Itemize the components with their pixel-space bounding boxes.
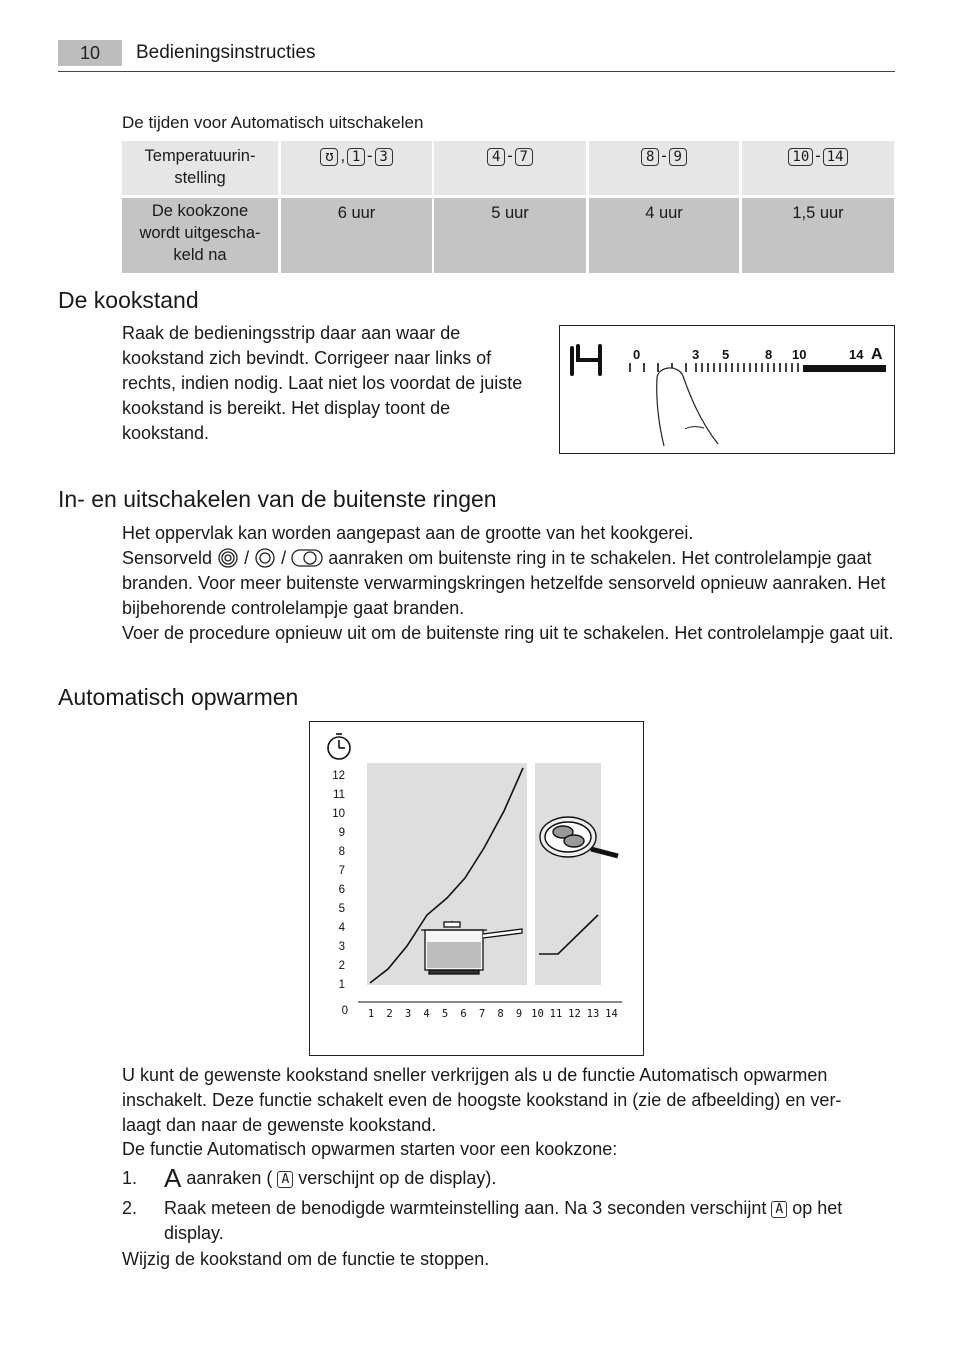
y-tick-label: 3 [338, 941, 345, 953]
scale-ticks [630, 363, 798, 372]
rings-line-2 [122, 546, 894, 621]
x-tick-label: 7 [478, 1008, 486, 1020]
double-ring-sensor-icon [254, 548, 276, 568]
x-tick-label: 9 [515, 1008, 523, 1020]
display-segment: 3 [375, 148, 393, 166]
display-segment: 1 [347, 148, 365, 166]
display-value: 14 [560, 326, 562, 327]
auto-heat-sensor-icon: A [164, 1163, 182, 1193]
triple-ring-sensor-icon [217, 548, 239, 568]
x-tick-label: 14 [605, 1008, 618, 1020]
display-segment: 14 [823, 148, 848, 166]
y-tick-label: 8 [338, 846, 345, 858]
display-segment: ʊ [320, 148, 338, 166]
scale-bar [803, 365, 886, 372]
step-text: aanraken ( [186, 1168, 273, 1188]
step-text: Raak meteen de benodigde warmteinstelling aan. Na 3 seconden verschijnt [164, 1198, 767, 1218]
table-row-label-off-time: De kookzone wordt uitgescha- keld na [122, 198, 278, 273]
x-tick-label: 13 [586, 1008, 600, 1020]
x-tick-label: 3 [404, 1008, 412, 1020]
scale-label: A [871, 346, 883, 363]
step-number: 1. [122, 1168, 138, 1188]
clock-icon [328, 734, 350, 759]
scale-label: 8 [765, 347, 773, 362]
separator: - [815, 147, 821, 165]
table-cell-time-3: 4 uur [589, 198, 739, 273]
display-indicator-a: A [771, 1201, 787, 1218]
display-segment: 8 [641, 148, 659, 166]
kookstand-paragraph: Raak de bedieningsstrip daar aan waar de kookstand zich bevindt. Corrigeer naar links of rechts, indien nodig. Laat niet los voordat de juiste kookstand is bereikt. Het display toont de kookstand. [122, 323, 523, 443]
rings-sensor-label: Sensorveld [122, 548, 213, 568]
y-tick-label: 4 [338, 922, 345, 934]
y-tick-label: 5 [338, 903, 345, 915]
table-cell-setting-1 [281, 141, 432, 195]
separator: , [340, 147, 346, 165]
x-tick-label: 6 [460, 1008, 467, 1020]
x-tick-label: 8 [497, 1008, 504, 1020]
table-caption: De tijden voor Automatisch uitschakelen [122, 113, 424, 132]
y-tick-label: 10 [332, 808, 345, 820]
section-heading-kookstand: De kookstand [58, 287, 199, 313]
running-header-title: Bedieningsinstructies [136, 42, 316, 63]
display-segment: 10 [788, 148, 813, 166]
table-cell-time-4: 1,5 uur [742, 198, 894, 273]
header-rule [58, 71, 895, 72]
separator: - [507, 147, 513, 165]
x-tick-label: 5 [441, 1008, 449, 1020]
separator: - [367, 147, 373, 165]
opwarmen-paragraph-2: De functie Automatisch opwarmen starten voor een kookzone: [122, 1139, 618, 1159]
opwarmen-figure [309, 721, 644, 1056]
separator: / [281, 548, 287, 568]
finger-icon [657, 368, 718, 446]
section-heading-opwarmen: Automatisch opwarmen [58, 684, 299, 710]
section-heading-rings: In- en uitschakelen van de buitenste ringen [58, 486, 497, 512]
step-number: 2. [122, 1198, 138, 1218]
frying-pan-icon [540, 817, 618, 857]
y-tick-label: 6 [338, 884, 345, 896]
x-tick-label: 2 [386, 1008, 393, 1020]
x-tick-label: 1 [367, 1008, 375, 1020]
display-indicator-a: A [277, 1171, 293, 1188]
oval-ring-sensor-icon [291, 548, 323, 568]
table-cell-setting-3 [589, 141, 739, 195]
text-line: laagt dan naar de gewenste kookstand. [122, 1115, 437, 1135]
step-text: op het display. [164, 1198, 843, 1243]
page-number: 10 [58, 40, 122, 66]
y-tick-label: 11 [333, 789, 345, 801]
table-row-label-setting: Temperatuurin- stelling [122, 141, 278, 195]
list-item [122, 1196, 894, 1246]
opwarmen-closing: Wijzig de kookstand om de functie te stoppen. [122, 1249, 490, 1269]
opwarmen-paragraph-1 [122, 1063, 894, 1138]
scale-label: 10 [792, 347, 807, 362]
text-line: inschakelt. Deze functie schakelt even de hoogste kookstand in (zie de afbeelding) en ver- [122, 1090, 842, 1110]
y-tick-label: 1 [338, 979, 345, 991]
display-digits [572, 346, 600, 374]
scale-label: 3 [692, 347, 700, 362]
text-line: U kunt de gewenste kookstand sneller verkrijgen als u de functie Automatisch opwarmen [122, 1065, 828, 1085]
display-segment: 7 [515, 148, 533, 166]
table-cell-setting-2 [434, 141, 586, 195]
control-strip-illustration [560, 326, 894, 453]
table-cell-time-2: 5 uur [434, 198, 586, 273]
display-segment: 4 [487, 148, 505, 166]
y-tick-label: 12 [332, 770, 345, 782]
y-tick-label: 2 [338, 960, 345, 972]
x-tick-label: 4 [423, 1008, 430, 1020]
x-tick-label: 10 [531, 1008, 544, 1020]
opwarmen-steps [122, 1163, 894, 1246]
control-strip-figure [559, 325, 895, 454]
x-tick-label: 11 [549, 1008, 563, 1020]
rings-line-3: Voer de procedure opnieuw uit om de buitenste ring uit te schakelen. Het controlelampje gaat uit. [122, 623, 894, 643]
y-tick-label: 7 [338, 865, 345, 877]
scale-label: 0 [633, 347, 641, 362]
y-tick-label: 9 [338, 827, 345, 839]
rings-body [122, 521, 894, 646]
rings-line-1: Het oppervlak kan worden aangepast aan de grootte van het kookgerei. [122, 523, 694, 543]
scale-label: 14 [849, 347, 864, 362]
scale-label: 5 [722, 347, 730, 362]
step-text: verschijnt op de display). [298, 1168, 497, 1188]
separator: / [244, 548, 250, 568]
table-cell-time-1: 6 uur [281, 198, 432, 273]
x-tick-label: 12 [568, 1008, 581, 1020]
y-tick-label: 0 [341, 1005, 348, 1017]
table-cell-setting-4 [742, 141, 894, 195]
rings-line-2-text: aanraken om buitenste ring in te schakelen. Het controlelampje gaat branden. Voor meer buitenste verwarmingskringen hetzelfde sensorveld opnieuw aanraken. Het bijbehorende controlelampje gaat branden. [122, 548, 886, 618]
separator: - [661, 147, 667, 165]
display-segment: 9 [669, 148, 687, 166]
opwarmen-diagram [310, 722, 643, 1055]
list-item [122, 1163, 894, 1193]
hold-panel [535, 763, 601, 985]
